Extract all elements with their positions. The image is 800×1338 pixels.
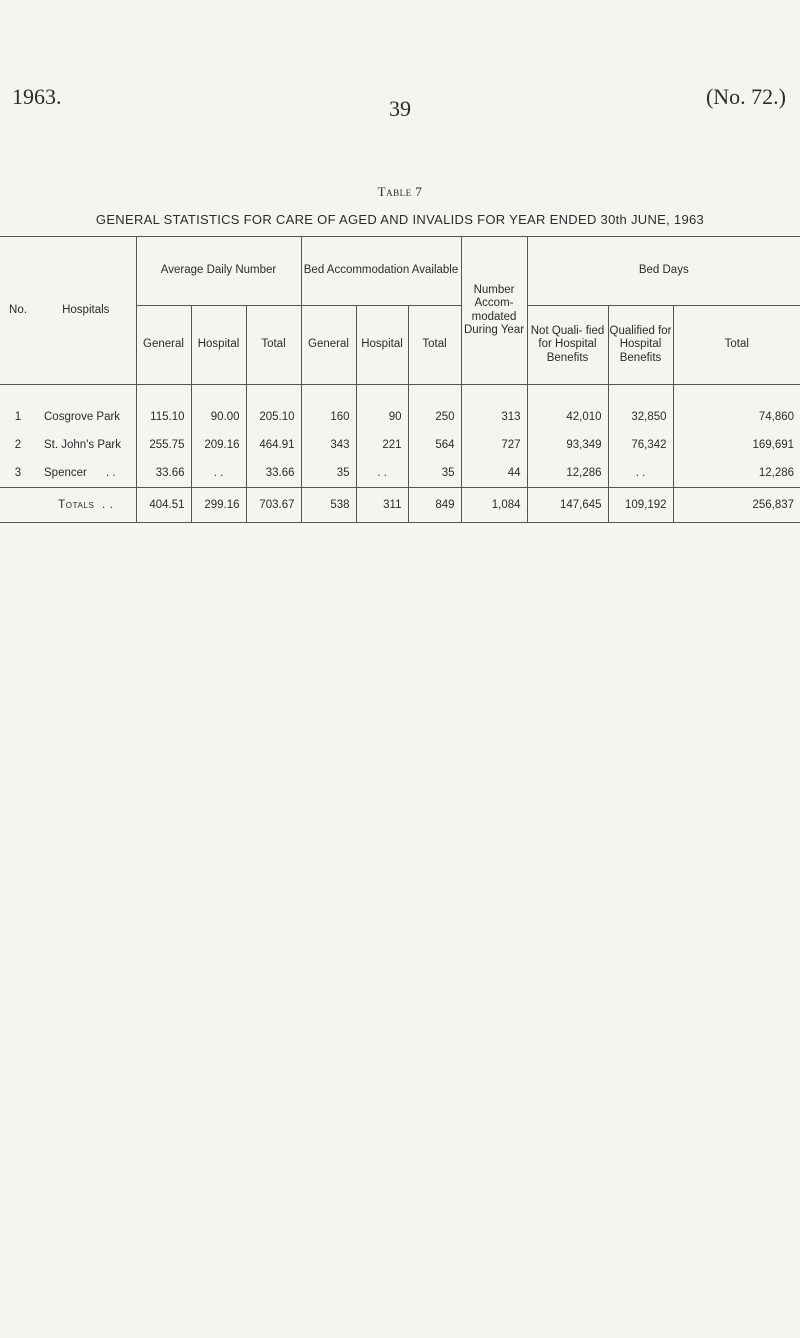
cell-not-qualified: 12,286 <box>527 459 608 488</box>
cell-days-total: 169,691 <box>673 431 800 459</box>
sub-bed-general: General <box>301 306 356 385</box>
row-hospital-name-text: Spencer <box>44 467 87 479</box>
cell-bed-general: 35 <box>301 459 356 488</box>
cell-qualified: . . <box>608 459 673 488</box>
page-number: 39 <box>389 96 411 121</box>
cell-bed-total: 35 <box>408 459 461 488</box>
col-hospitals-header: Hospitals <box>36 237 136 385</box>
cell-avg-total: 464.91 <box>246 431 301 459</box>
group-bed-days: Bed Days <box>527 237 800 306</box>
cell-avg-hospital: 90.00 <box>191 403 246 431</box>
group-average-daily: Average Daily Number <box>136 237 301 306</box>
totals-label-dots: . . <box>101 499 114 511</box>
row-name-dots: . . <box>106 467 116 479</box>
total-avg-total: 703.67 <box>246 488 301 523</box>
totals-row <box>0 488 800 523</box>
total-bed-hospital: 311 <box>356 488 408 523</box>
statistics-table <box>0 236 800 523</box>
total-qualified: 109,192 <box>608 488 673 523</box>
cell-qualified: 76,342 <box>608 431 673 459</box>
cell-avg-total: 205.10 <box>246 403 301 431</box>
sub-days-total: Total <box>673 306 800 385</box>
sub-avg-hospital: Hospital <box>191 306 246 385</box>
cell-days-total: 12,286 <box>673 459 800 488</box>
group-bed-accommodation: Bed Accommodation Available <box>301 237 461 306</box>
col-no-header: No. <box>0 237 36 385</box>
table-title: GENERAL STATISTICS FOR CARE OF AGED AND INVALIDS FOR YEAR ENDED 30th JUNE, 1963 <box>95 212 705 227</box>
cell-bed-general: 343 <box>301 431 356 459</box>
total-not-qualified: 147,645 <box>527 488 608 523</box>
cell-bed-hospital: . . <box>356 459 408 488</box>
totals-label-text: Totals <box>58 499 95 511</box>
row-hospital-name: Cosgrove Park <box>44 411 121 423</box>
cell-days-total: 74,860 <box>673 403 800 431</box>
table-row <box>0 431 800 459</box>
table-row <box>0 403 800 431</box>
cell-accommodated: 313 <box>461 403 527 431</box>
cell-bed-general: 160 <box>301 403 356 431</box>
row-hospital-name: St. John's Park <box>44 439 121 451</box>
cell-bed-total: 250 <box>408 403 461 431</box>
sub-bed-hospital: Hospital <box>356 306 408 385</box>
cell-avg-general: 115.10 <box>136 403 191 431</box>
sub-qualified: Qualified for Hospital Benefits <box>608 306 673 385</box>
header-year: 1963. <box>12 84 62 109</box>
total-bed-general: 538 <box>301 488 356 523</box>
row-hospital-name <box>36 459 136 488</box>
cell-bed-total: 564 <box>408 431 461 459</box>
cell-bed-hospital: 90 <box>356 403 408 431</box>
row-no: 2 <box>14 439 22 451</box>
cell-avg-hospital: 209.16 <box>191 431 246 459</box>
sub-bed-total: Total <box>408 306 461 385</box>
header-reference: (No. 72.) <box>705 84 786 109</box>
cell-avg-total: 33.66 <box>246 459 301 488</box>
sub-avg-total: Total <box>246 306 301 385</box>
total-bed-total: 849 <box>408 488 461 523</box>
table-caption: Table 7 <box>377 184 423 199</box>
total-avg-general: 404.51 <box>136 488 191 523</box>
cell-accommodated: 44 <box>461 459 527 488</box>
row-no: 3 <box>14 467 22 479</box>
cell-not-qualified: 42,010 <box>527 403 608 431</box>
row-no: 1 <box>14 411 22 423</box>
total-accommodated: 1,084 <box>461 488 527 523</box>
total-days-total: 256,837 <box>673 488 800 523</box>
cell-bed-hospital: 221 <box>356 431 408 459</box>
cell-accommodated: 727 <box>461 431 527 459</box>
cell-qualified: 32,850 <box>608 403 673 431</box>
cell-not-qualified: 93,349 <box>527 431 608 459</box>
cell-avg-general: 33.66 <box>136 459 191 488</box>
sub-avg-general: General <box>136 306 191 385</box>
table-row <box>0 459 800 488</box>
cell-avg-general: 255.75 <box>136 431 191 459</box>
totals-label <box>36 488 136 523</box>
total-avg-hospital: 299.16 <box>191 488 246 523</box>
cell-avg-hospital: . . <box>191 459 246 488</box>
col-number-accommodated-header: Number Accom- modated During Year <box>461 237 527 385</box>
sub-not-qualified: Not Quali- fied for Hospital Benefits <box>527 306 608 385</box>
